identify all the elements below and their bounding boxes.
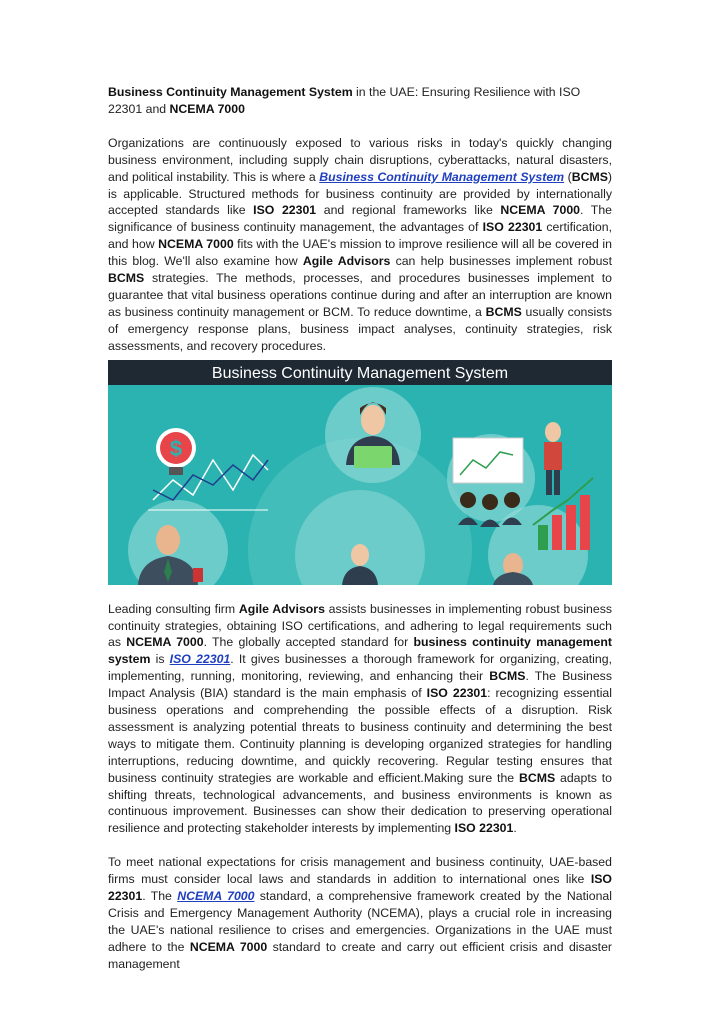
banner-title: Business Continuity Management System bbox=[211, 364, 509, 382]
document-title bbox=[108, 84, 612, 118]
bcms-link[interactable]: Business Continuity Management System bbox=[319, 169, 565, 184]
spacer bbox=[108, 118, 612, 135]
title-bold: Business Continuity Management System bbox=[108, 85, 353, 99]
title-text: in the UAE: Ensuring Resilience with ISO 22301 and bbox=[108, 85, 581, 116]
paragraph-agile-advisors: Leading consulting firm Agile Advisors assists businesses in implementing robust business continuity strategies, obtaining ISO certifications, and adhering to legal requirements such as NCEMA 7000. The globally accepted standard for business continuity management system is ISO 22301. It gives businesses a thorough framework for organizing, creating, implementing, running, monitoring, reviewing, and enhancing their BCMS. The Business Impact Analysis (BIA) standard is the main emphasis of ISO 22301: recognizing essential business operations and comprehending the possible effects of a disruption. Risk assessment is analyzing potential threats to business continuity and determining the best ways to mitigate them. Continuity planning is developing organized strategies for handling interruptions, reducing downtime, and quickly recovering. Regular testing ensures that business continuity strategies are workable and efficient.Making sure the BCMS adapts to shifting threats, technological advancements, and business environments is known as continuous improvement. Businesses can show their dedication to preserving operational resilience and protecting stakeholder interests by implementing ISO 22301. bbox=[108, 601, 613, 836]
illustration-graphic bbox=[108, 360, 612, 585]
ncema-7000-link[interactable]: NCEMA 7000 bbox=[177, 889, 255, 904]
paragraph-intro: Organizations are continuously exposed to various risks in today's quickly changing business environment, including supply chain disruptions, cyberattacks, natural disasters, and political instability. This is where a Business Continuity Management System (BCMS) is applicable. Structured methods for business continuity are provided by internationally accepted standards like ISO 22301 and regional frameworks like NCEMA 7000. The significance of business continuity management, the advantages of ISO 22301 certification, and how NCEMA 7000 fits with the UAE's mission to improve resilience will all be covered in this blog. We'll also examine how Agile Advisors can help businesses implement robust BCMS strategies. The methods, processes, and procedures businesses implement to guarantee that vital business operations continue during and after an interruption are known as business continuity management or BCM. To reduce downtime, a BCMS usually consists of emergency response plans, business impact analyses, continuity strategies, risk assessments, and recovery procedures. bbox=[108, 135, 613, 353]
svg-text:$: $ bbox=[169, 435, 183, 461]
bcms-illustration bbox=[108, 360, 612, 585]
title-bold-ncema: NCEMA 7000 bbox=[169, 101, 245, 116]
spacer bbox=[108, 837, 612, 854]
document-page bbox=[108, 84, 612, 973]
paragraph-ncema: To meet national expectations for crisis management and business continuity, UAE-based firms must consider local laws and standards in addition to international ones like ISO 22301. The NCEMA 7000 standard, a comprehensive framework created by the National Crisis and Emergency Management Authority (NCEMA), plays a crucial role in increasing the UAE's national resilience to crises and emergencies. Organizations in the UAE must adhere to the NCEMA 7000 standard to create and carry out efficient crisis and disaster management bbox=[108, 855, 613, 971]
iso-22301-link[interactable]: ISO 22301 bbox=[169, 652, 231, 667]
